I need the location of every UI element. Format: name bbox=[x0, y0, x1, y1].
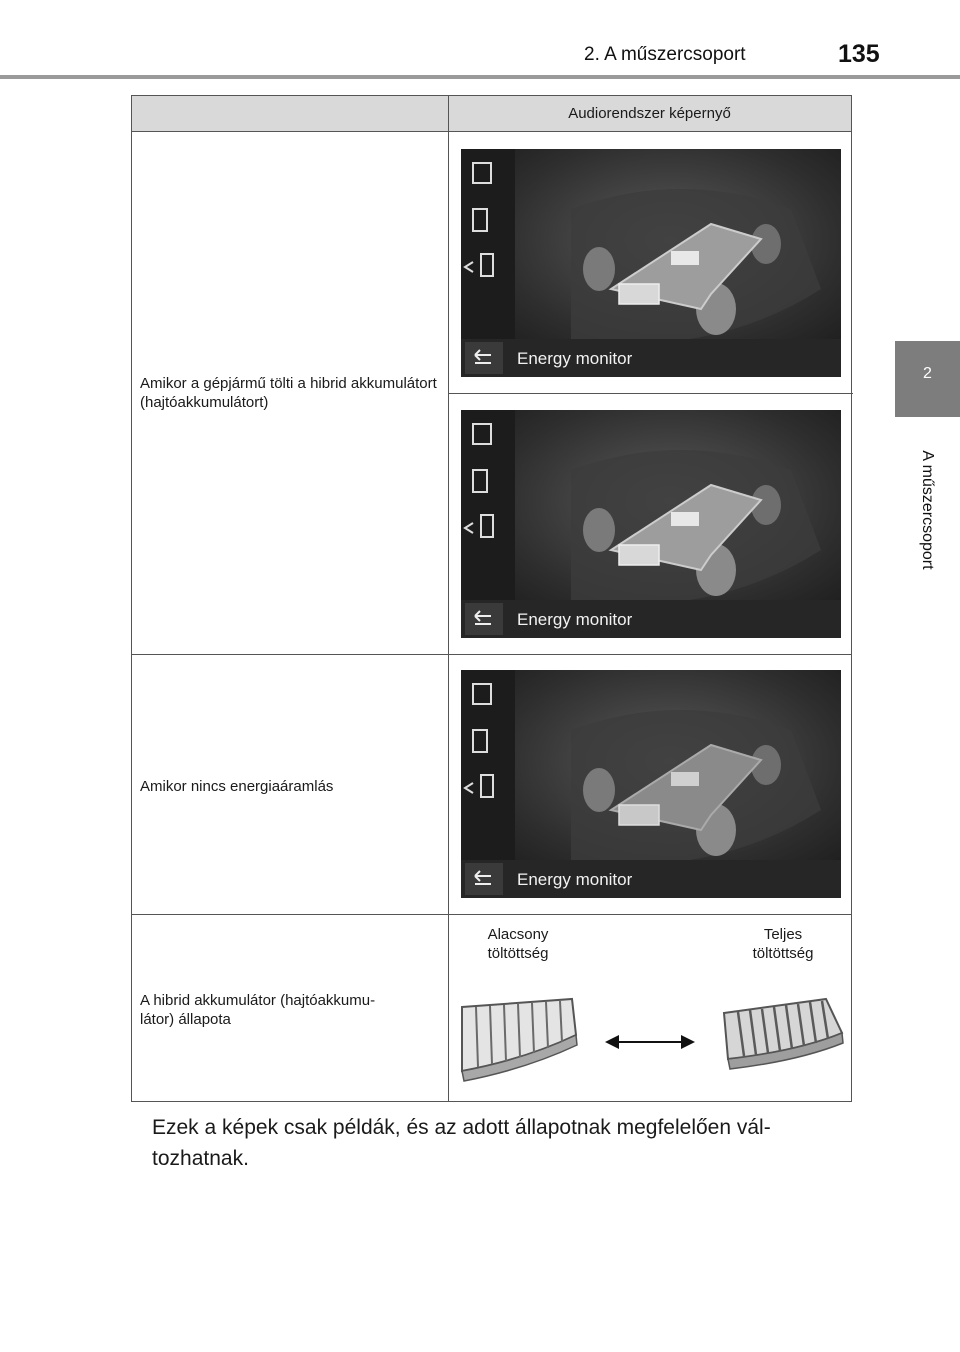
energy-monitor-title: Energy monitor bbox=[517, 610, 633, 629]
row-divider bbox=[132, 914, 851, 915]
header-title: 2. A műszercsoport bbox=[584, 44, 746, 65]
row-divider bbox=[132, 654, 851, 655]
table-header bbox=[132, 96, 851, 132]
row-label-charging: Amikor a gépjármű tölti a hibrid akkumulátort (hajtóakkumulátort) bbox=[140, 375, 437, 411]
row-label-no-flow: Amikor nincs energiaáramlás bbox=[140, 778, 334, 795]
battery-full-label: Teljes töltöttség bbox=[752, 926, 814, 962]
battery-low-label: Alacsony töltöttség bbox=[487, 926, 549, 962]
bidirectional-arrow-icon bbox=[605, 1031, 695, 1053]
battery-full-icon bbox=[718, 993, 848, 1082]
row-divider bbox=[448, 393, 853, 394]
energy-monitor-title: Energy monitor bbox=[517, 870, 633, 889]
chapter-tab bbox=[895, 341, 960, 417]
column-divider bbox=[448, 96, 449, 1101]
chapter-label: A műszercsoport bbox=[919, 450, 936, 570]
energy-monitor-screen-3 bbox=[461, 670, 841, 898]
energy-monitor-screen-1 bbox=[461, 149, 841, 377]
page-number: 135 bbox=[838, 40, 880, 68]
energy-monitor-screen-2 bbox=[461, 410, 841, 638]
chapter-number: 2 bbox=[923, 365, 932, 382]
column-header-label: Audiorendszer képernyő bbox=[568, 105, 731, 122]
info-table bbox=[131, 95, 852, 1102]
energy-monitor-title: Energy monitor bbox=[517, 349, 633, 368]
battery-low-icon bbox=[456, 993, 582, 1090]
row-label-battery-state: A hibrid akkumulátor (hajtóakkumu- látor) állapota bbox=[140, 992, 376, 1028]
footnote: Ezek a képek csak példák, és az adott állapotnak megfelelően vál- tozhatnak. bbox=[152, 1116, 771, 1170]
header-rule bbox=[0, 75, 960, 79]
